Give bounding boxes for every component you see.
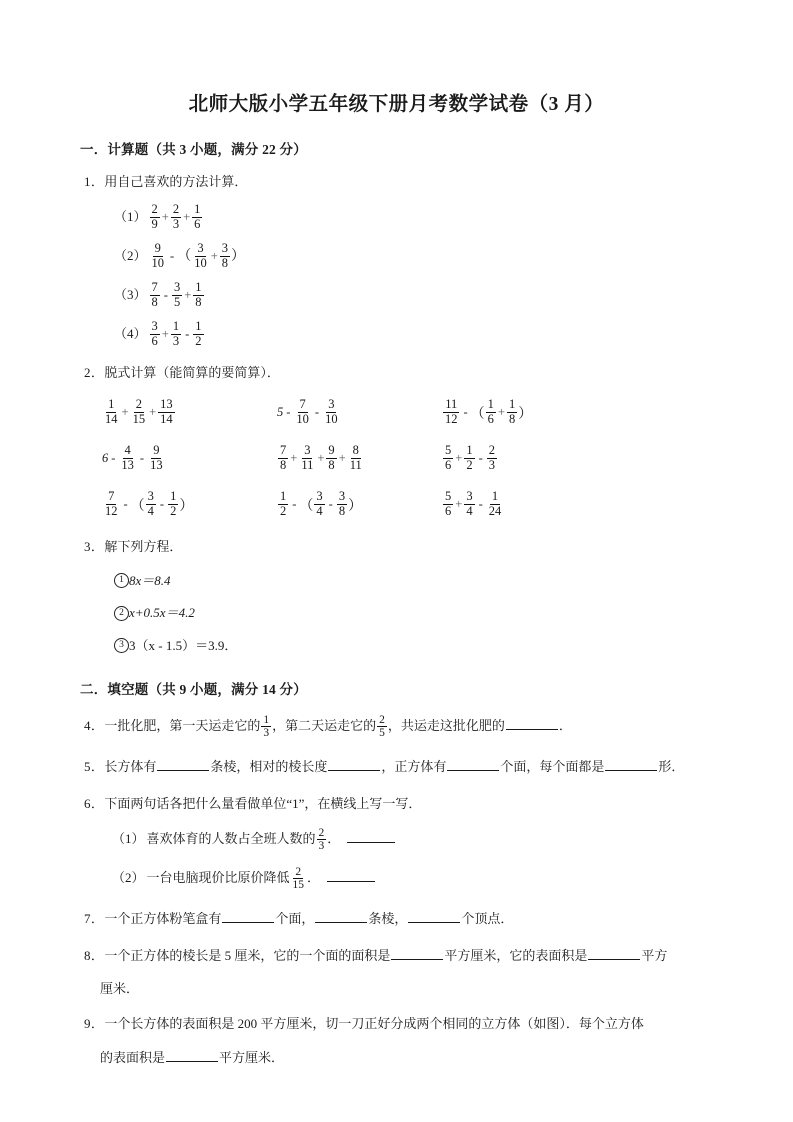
answer-blank[interactable]: [222, 922, 274, 923]
question-7-number: 7．: [84, 911, 105, 927]
equation-text: 8x＝8.4: [129, 572, 171, 588]
question-5-number: 5．: [84, 759, 105, 775]
question-3-number: 3．: [84, 538, 105, 554]
fraction: $\frac{3}{4}$: [316, 489, 323, 518]
fraction: $\frac{11}{12}$: [445, 397, 458, 426]
question-3: [72, 537, 721, 557]
answer-blank[interactable]: [506, 729, 558, 730]
sub-label: （2）: [114, 247, 147, 263]
fraction: $\frac{5}{6}$: [445, 489, 452, 518]
fraction: $\frac{13}{14}$: [160, 397, 173, 426]
fraction: $\frac{1}{2}$: [195, 319, 202, 348]
question-2-expression-grid: [72, 399, 721, 519]
question-9-line-2-after: 平方厘米．: [219, 1049, 285, 1065]
equation-1: [72, 570, 721, 590]
fraction: $\frac{2}{3}$: [488, 443, 495, 472]
expression-cell: $\frac{7}{12}$ - （ $\frac{3}{4}$ - $\frac{1}{2}$ ）: [105, 489, 194, 518]
fraction: $\frac{9}{8}$: [328, 443, 335, 472]
question-5-text-2: 条棱，相对的棱长度: [210, 759, 328, 775]
question-1: [72, 172, 721, 192]
answer-blank[interactable]: [157, 770, 209, 771]
fraction: $\frac{2}{3}$: [318, 826, 325, 853]
question-6-prompt: 下面两句话各把什么量看做单位“1”，在横线上写一写．: [104, 796, 422, 812]
fraction: $\frac{9}{13}$: [150, 443, 163, 472]
question-1-sub-4: （4） $\frac{3}{6}$ + $\frac{1}{3}$ - $\frac{1}{2}$: [114, 319, 202, 348]
question-7-text-4: 个顶点．: [461, 911, 514, 927]
sub-text-after: ．: [327, 831, 341, 847]
question-6: [72, 794, 721, 814]
fraction: $\frac{2}{15}$: [292, 865, 305, 892]
question-8-text-3: 平方: [641, 948, 668, 964]
fraction: $\frac{1}{8}$: [195, 280, 202, 309]
fraction: $\frac{1}{3}$: [172, 319, 180, 348]
fraction: $\frac{1}{3}$: [263, 713, 270, 740]
fraction: $\frac{1}{6}$: [487, 397, 494, 426]
sub-label: （1）: [114, 208, 147, 224]
fraction: $\frac{8}{11}$: [349, 443, 362, 472]
expression-cell: $\frac{5}{6}$ + $\frac{3}{4}$ - $\frac{1}{24}$: [445, 489, 502, 518]
fraction: $\frac{2}{9}$: [151, 202, 158, 231]
question-1-number: 1．: [84, 174, 105, 190]
question-7-text-1: 一个正方体粉笔盒有: [104, 911, 222, 927]
fraction: $\frac{3}{11}$: [301, 443, 314, 472]
expression-cell: 5 - $\frac{7}{10}$ - $\frac{3}{10}$: [277, 397, 338, 426]
sub-label: （1）: [112, 831, 145, 847]
question-4-text-1: 一批化肥，第一天运走它的: [104, 718, 261, 734]
fraction: $\frac{3}{6}$: [151, 319, 158, 348]
question-7-text-2: 个面，: [275, 911, 315, 927]
question-2-prompt: 脱式计算（能简算的要简算）．: [104, 364, 280, 380]
question-1-sub-1: （1） $\frac{2}{9}$ + $\frac{2}{3}$ + $\frac{1}{6}$: [114, 202, 201, 231]
question-4-text-4: ．: [558, 718, 572, 734]
answer-blank[interactable]: [166, 1061, 218, 1062]
fraction: $\frac{3}{10}$: [325, 397, 338, 426]
fraction: $\frac{3}{8}$: [221, 241, 228, 270]
answer-blank[interactable]: [328, 770, 380, 771]
question-7: [72, 909, 721, 929]
expression-cell: $\frac{11}{12}$ - （ $\frac{1}{6}$ + $\frac{1}{8}$ ）: [445, 397, 533, 426]
question-5: [72, 757, 721, 777]
question-6-sub-2: [72, 866, 721, 892]
answer-blank[interactable]: [391, 959, 443, 960]
question-9-continuation: [72, 1047, 721, 1066]
answer-blank[interactable]: [408, 922, 460, 923]
answer-blank[interactable]: [315, 922, 367, 923]
question-6-number: 6．: [84, 796, 105, 812]
sub-text-after: ．: [307, 870, 321, 886]
fraction: $\frac{4}{13}$: [121, 443, 134, 472]
fraction: $\frac{1}{8}$: [508, 397, 516, 426]
question-4-text-3: ，共运走这批化肥的: [387, 718, 505, 734]
question-5-text-1: 长方体有: [104, 759, 157, 775]
fraction: $\frac{2}{15}$: [132, 397, 146, 426]
page-title: 北师大版小学五年级下册月考数学试卷（3 月）: [188, 94, 605, 115]
expression-cell: $\frac{1}{14}$ + $\frac{2}{15}$ + $\frac{13}{14}$: [105, 397, 173, 426]
question-8: [72, 946, 721, 966]
fraction: $\frac{3}{4}$: [466, 489, 473, 518]
fraction: $\frac{1}{2}$: [466, 443, 473, 472]
fraction: $\frac{2}{3}$: [172, 202, 180, 231]
sub-text: 喜欢体育的人数占全班人数的: [146, 831, 316, 847]
section-header-calculation: 一．计算题（共 3 小题，满分 22 分）: [80, 142, 307, 158]
fraction: $\frac{1}{24}$: [488, 489, 502, 518]
question-8-continuation: 厘米．: [100, 981, 140, 997]
fraction: $\frac{1}{2}$: [170, 489, 177, 518]
answer-blank[interactable]: [327, 881, 375, 882]
question-8-text-1: 一个正方体的棱长是 5 厘米，它的一个面的面积是: [104, 948, 391, 964]
equation-2: [72, 602, 721, 622]
question-8-number: 8．: [84, 948, 105, 964]
fraction: $\frac{1}{2}$: [280, 489, 287, 518]
sub-label: （2）: [112, 870, 145, 886]
question-2-number: 2．: [84, 364, 105, 380]
section-header-fill-in-blank: 二．填空题（共 9 小题，满分 14 分）: [80, 682, 307, 698]
question-5-text-3: ，正方体有: [381, 759, 447, 775]
question-7-text-3: 条棱，: [368, 911, 408, 927]
fraction: $\frac{3}{8}$: [338, 489, 346, 518]
expression-cell: $\frac{5}{6}$ + $\frac{1}{2}$ - $\frac{2}{3}$: [445, 443, 495, 472]
question-5-text-4: 个面，每个面都是: [500, 759, 605, 775]
question-4: [72, 714, 721, 740]
fraction: $\frac{3}{5}$: [173, 280, 181, 309]
circled-number: 1: [114, 573, 129, 588]
fraction: $\frac{7}{8}$: [151, 280, 158, 309]
answer-blank[interactable]: [347, 842, 395, 843]
question-9: [72, 1014, 721, 1034]
expression-cell: $\frac{7}{8}$ + $\frac{3}{11}$ + $\frac{9}{8}$ + $\frac{8}{11}$: [280, 443, 362, 472]
answer-blank[interactable]: [447, 770, 499, 771]
circled-number: 2: [114, 606, 129, 621]
question-9-number: 9．: [84, 1016, 105, 1032]
expression-cell: $\frac{1}{2}$ - （ $\frac{3}{4}$ - $\frac{3}{8}$ ）: [280, 489, 363, 518]
question-3-prompt: 解下列方程．: [104, 538, 183, 554]
fraction: $\frac{7}{10}$: [296, 397, 309, 426]
fraction: $\frac{3}{10}$: [194, 241, 207, 270]
question-2: [72, 363, 721, 383]
fraction: $\frac{3}{4}$: [147, 489, 154, 518]
fraction: $\frac{7}{12}$: [105, 489, 118, 518]
fraction: $\frac{1}{6}$: [194, 202, 201, 231]
question-5-text-5: 形．: [658, 759, 685, 775]
question-1-sub-2: （2） $\frac{9}{10}$ - （ $\frac{3}{10}$ + $\frac{3}{8}$ ）: [114, 241, 245, 270]
sub-label: （4）: [114, 325, 147, 341]
question-6-sub-1: [72, 827, 721, 853]
fraction: $\frac{5}{6}$: [445, 443, 452, 472]
question-9-line-2-before: 的表面积是: [100, 1049, 166, 1065]
expression-cell: 6 - $\frac{4}{13}$ - $\frac{9}{13}$: [102, 443, 163, 472]
fraction: $\frac{1}{14}$: [105, 397, 118, 426]
equation-text: x+0.5x＝4.2: [129, 605, 195, 621]
answer-blank[interactable]: [605, 770, 657, 771]
equation-3: [72, 635, 721, 655]
fraction: $\frac{7}{8}$: [280, 443, 287, 472]
question-4-number: 4．: [84, 718, 105, 734]
question-9-line-1: 一个长方体的表面积是 200 平方厘米，切一刀正好分成两个相同的立方体（如图）．每个立方体: [104, 1016, 644, 1032]
fraction: $\frac{2}{5}$: [379, 713, 385, 740]
sub-text: 一台电脑现价比原价降低: [146, 870, 290, 886]
question-8-text-2: 平方厘米，它的表面积是: [444, 948, 588, 964]
question-1-prompt: 用自己喜欢的方法计算．: [104, 174, 248, 190]
question-4-text-2: ，第二天运走它的: [272, 718, 377, 734]
sub-label: （3）: [114, 286, 147, 302]
question-1-sub-3: （3） $\frac{7}{8}$ - $\frac{3}{5}$ + $\frac{1}{8}$: [114, 280, 202, 309]
circled-number: 3: [114, 638, 129, 653]
fraction: $\frac{9}{10}$: [151, 241, 165, 270]
equation-text: 3（x - 1.5）＝3.9．: [129, 637, 238, 653]
answer-blank[interactable]: [588, 959, 640, 960]
